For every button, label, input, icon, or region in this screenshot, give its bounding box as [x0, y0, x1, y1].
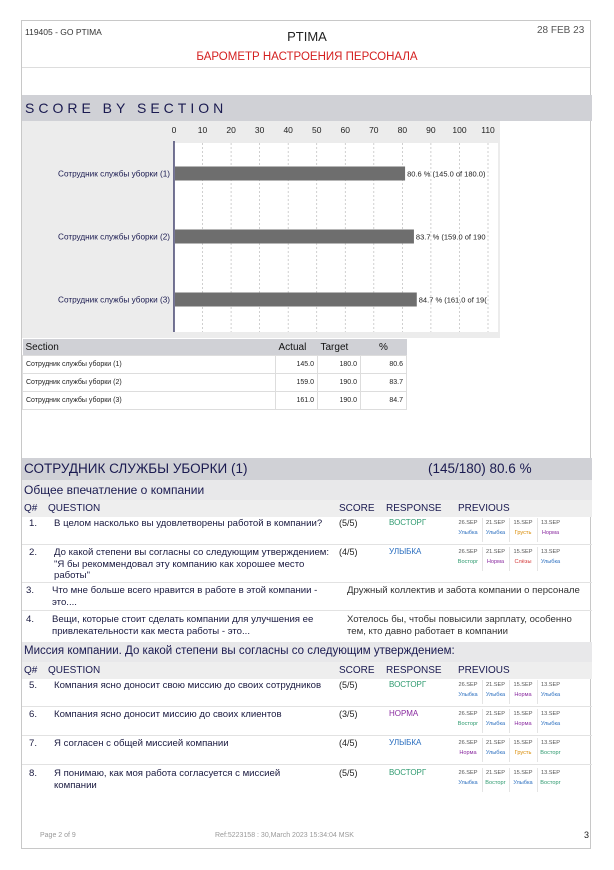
row-divider	[22, 764, 592, 765]
previous-response	[455, 770, 481, 787]
previous-mood: Грусть	[514, 530, 532, 536]
question-text: Компания ясно доносит свою миссию до своих сотрудников	[54, 680, 322, 691]
previous-mood: Восторг	[540, 750, 561, 756]
col-qnum: Q#	[24, 665, 38, 676]
previous-date: 26.SEP	[458, 682, 478, 688]
col-previous: PREVIOUS	[458, 665, 510, 676]
question-number: 4.	[26, 614, 35, 625]
row-divider	[22, 582, 592, 583]
question-answer: Дружный коллектив и забота компании о персонале	[347, 585, 580, 596]
previous-response	[510, 520, 536, 537]
cell-section: Сотрудник службы уборки (3)	[23, 392, 276, 410]
question-text: До какой степени вы согласны со следующим утверждением: "Я бы рекоммендовал эту компанию как хорошее место работы"	[54, 547, 330, 581]
col-response: RESPONSE	[386, 503, 442, 514]
cell-section: Сотрудник службы уборки (1)	[23, 356, 276, 374]
previous-mood: Восторг	[485, 780, 506, 786]
previous-separator	[537, 547, 538, 571]
question-score: (5/5)	[339, 680, 358, 690]
previous-response	[538, 520, 564, 537]
cell-actual: 145.0	[276, 356, 318, 374]
chart-tick-label: 50	[311, 125, 322, 135]
row-divider	[22, 706, 592, 707]
previous-separator	[509, 709, 510, 733]
section-table	[22, 339, 407, 410]
previous-separator	[509, 738, 510, 762]
question-number: 6.	[29, 709, 38, 720]
chart-tick-label: 0	[171, 125, 177, 135]
previous-mood: Улыбка	[458, 530, 478, 536]
question-response: НОРМА	[389, 709, 419, 718]
previous-response	[483, 682, 509, 699]
table-row	[23, 374, 407, 392]
group1-title: Общее впечатление о компании	[24, 483, 205, 497]
previous-response	[455, 549, 481, 566]
previous-response	[483, 520, 509, 537]
chart-tick-label: 10	[197, 125, 208, 135]
chart-tick-label: 20	[226, 125, 236, 135]
chart-tick-label: 70	[369, 125, 379, 135]
previous-separator	[482, 768, 483, 792]
chart-category-label: Сотрудник службы уборки (3)	[58, 295, 170, 305]
previous-mood: Улыбка	[485, 530, 506, 536]
question-text: Я понимаю, как моя работа согласуется с миссией компании	[54, 768, 281, 791]
previous-response	[538, 549, 564, 566]
previous-mood: Слёзы	[514, 559, 532, 565]
previous-date: 15.SEP	[513, 549, 533, 555]
chart-tick-label: 60	[340, 125, 351, 135]
cell-section: Сотрудник службы уборки (2)	[23, 374, 276, 392]
previous-date: 26.SEP	[458, 520, 478, 526]
chart-category-label: Сотрудник службы уборки (1)	[58, 169, 170, 179]
question-text: Компания ясно доносит миссию до своих клиентов	[54, 709, 282, 720]
col-score: SCORE	[339, 665, 375, 676]
cell-target: 180.0	[318, 356, 361, 374]
previous-date: 15.SEP	[513, 740, 533, 746]
previous-mood: Улыбка	[458, 780, 478, 786]
previous-mood: Восторг	[457, 559, 479, 565]
previous-date: 26.SEP	[458, 740, 478, 746]
cell-actual: 161.0	[276, 392, 318, 410]
question-number: 7.	[29, 738, 38, 749]
cell-actual: 159.0	[276, 374, 318, 392]
row-divider	[22, 735, 592, 736]
section1-score: (145/180) 80.6 %	[428, 461, 532, 476]
previous-separator	[482, 547, 483, 571]
previous-mood: Грусть	[514, 750, 532, 756]
col-previous: PREVIOUS	[458, 503, 510, 514]
question-response: ВОСТОРГ	[389, 518, 427, 527]
previous-date: 13.SEP	[541, 549, 560, 555]
previous-mood: Улыбка	[540, 692, 561, 698]
chart-data-label: 83.7 % (159.0 of 190	[415, 232, 486, 242]
chart-tick-label: 80	[397, 125, 408, 135]
previous-mood: Норма	[514, 692, 532, 698]
previous-mood: Норма	[514, 721, 532, 727]
cell-target: 190.0	[318, 392, 361, 410]
chart-bar	[175, 293, 417, 307]
previous-date: 21.SEP	[486, 682, 505, 688]
question-response: ВОСТОРГ	[389, 768, 427, 777]
row-divider	[22, 610, 592, 611]
col-question: QUESTION	[48, 665, 101, 676]
question-score: (4/5)	[339, 738, 358, 748]
question-score: (5/5)	[339, 518, 358, 528]
previous-response	[455, 520, 481, 537]
table-row	[23, 356, 407, 374]
section1-title: СОТРУДНИК СЛУЖБЫ УБОРКИ (1)	[24, 461, 248, 476]
previous-response	[455, 711, 481, 728]
question-number: 2.	[29, 547, 38, 558]
previous-separator	[482, 738, 483, 762]
chart-data-label: 84.7 % (161.0 of 19(	[418, 295, 487, 305]
question-text: Что мне больше всего нравится в работе в этой компании - это....	[52, 585, 318, 608]
question-answer: Хотелось бы, чтобы повысили зарплату, особенно тем, кто давно работает в компании	[347, 614, 572, 637]
row-divider	[22, 544, 592, 545]
previous-mood: Улыбка	[513, 780, 533, 786]
previous-date: 21.SEP	[486, 549, 505, 555]
footer-ref: Ref:5223158 : 30,March 2023 15:34:04 MSK	[215, 832, 354, 839]
previous-date: 26.SEP	[458, 711, 478, 717]
cell-percent: 83.7	[361, 374, 407, 392]
previous-mood: Улыбка	[458, 692, 478, 698]
previous-response	[510, 711, 536, 728]
chart-bar	[175, 167, 405, 181]
previous-mood: Улыбка	[485, 692, 506, 698]
score-chart	[22, 121, 500, 338]
previous-mood: Улыбка	[485, 721, 506, 727]
previous-mood: Восторг	[457, 721, 479, 727]
previous-separator	[482, 518, 483, 542]
previous-response	[455, 740, 481, 757]
previous-response	[483, 770, 509, 787]
report-title: PTIMA	[287, 29, 327, 44]
previous-mood: Улыбка	[540, 721, 561, 727]
question-number: 1.	[29, 518, 38, 529]
chart-tick-label: 90	[426, 125, 436, 135]
previous-date: 15.SEP	[513, 770, 533, 776]
question-response: УЛЫБКА	[389, 547, 422, 556]
previous-separator	[537, 518, 538, 542]
previous-response	[510, 549, 536, 566]
previous-date: 21.SEP	[486, 520, 505, 526]
col-percent: %	[361, 339, 407, 356]
table-row	[23, 392, 407, 410]
question-score: (3/5)	[339, 709, 358, 719]
report-subtitle: БАРОМЕТР НАСТРОЕНИЯ ПЕРСОНАЛА	[196, 51, 418, 63]
col-section: Section	[23, 339, 276, 356]
previous-date: 15.SEP	[513, 682, 533, 688]
question-text: Я согласен с общей миссией компании	[54, 738, 229, 749]
previous-response	[538, 682, 564, 699]
question-text: В целом насколько вы удовлетворены работой в компании?	[54, 518, 323, 529]
report-ref-code: 119405 - GO PTIMA	[25, 27, 102, 37]
previous-response	[510, 682, 536, 699]
previous-separator	[537, 768, 538, 792]
col-qnum: Q#	[24, 503, 38, 514]
previous-separator	[509, 680, 510, 704]
chart-bar	[175, 230, 414, 244]
cell-target: 190.0	[318, 374, 361, 392]
chart-data-label: 80.6 % (145.0 of 180.0)	[407, 169, 486, 179]
previous-response	[538, 740, 564, 757]
group2-title: Миссия компании. До какой степени вы согласны со следующим утверждением:	[24, 645, 455, 657]
col-question: QUESTION	[48, 503, 101, 514]
previous-separator	[482, 709, 483, 733]
footer-mark: 3	[584, 830, 590, 840]
previous-separator	[509, 547, 510, 571]
previous-response	[483, 740, 509, 757]
previous-date: 13.SEP	[541, 520, 560, 526]
question-number: 8.	[29, 768, 38, 779]
previous-response	[510, 740, 536, 757]
previous-response	[455, 682, 481, 699]
previous-mood: Норма	[541, 530, 560, 536]
cell-percent: 84.7	[361, 392, 407, 410]
chart-tick-label: 30	[254, 125, 265, 135]
previous-response	[483, 549, 509, 566]
previous-date: 13.SEP	[541, 740, 560, 746]
score-by-section-heading: SCORE BY SECTION	[25, 100, 228, 116]
previous-mood: Норма	[459, 750, 477, 756]
section-table-header	[23, 339, 407, 356]
previous-date: 13.SEP	[541, 682, 560, 688]
header-divider	[22, 67, 590, 68]
previous-date: 13.SEP	[541, 711, 560, 717]
previous-separator	[482, 680, 483, 704]
question-score: (5/5)	[339, 768, 358, 778]
previous-date: 13.SEP	[541, 770, 560, 776]
previous-separator	[537, 680, 538, 704]
previous-response	[538, 711, 564, 728]
chart-category-label: Сотрудник службы уборки (2)	[58, 232, 170, 242]
question-score: (4/5)	[339, 547, 358, 557]
col-response: RESPONSE	[386, 665, 442, 676]
chart-tick-label: 40	[283, 125, 293, 135]
previous-mood: Норма	[486, 559, 505, 565]
footer-page: Page 2 of 9	[40, 832, 76, 839]
previous-separator	[509, 768, 510, 792]
previous-response	[538, 770, 564, 787]
col-target: Target	[318, 339, 361, 356]
previous-date: 21.SEP	[486, 740, 505, 746]
previous-date: 26.SEP	[458, 549, 478, 555]
previous-response	[483, 711, 509, 728]
question-number: 3.	[26, 585, 35, 596]
cell-percent: 80.6	[361, 356, 407, 374]
question-response: ВОСТОРГ	[389, 680, 427, 689]
chart-tick-label: 100	[452, 125, 467, 135]
previous-separator	[537, 738, 538, 762]
previous-date: 21.SEP	[486, 770, 505, 776]
previous-mood: Улыбка	[485, 750, 506, 756]
previous-date: 15.SEP	[513, 520, 533, 526]
previous-mood: Восторг	[540, 780, 561, 786]
question-response: УЛЫБКА	[389, 738, 422, 747]
question-number: 5.	[29, 680, 38, 691]
previous-separator	[509, 518, 510, 542]
previous-date: 21.SEP	[486, 711, 505, 717]
col-actual: Actual	[276, 339, 318, 356]
previous-mood: Улыбка	[540, 559, 561, 565]
previous-separator	[537, 709, 538, 733]
previous-date: 15.SEP	[513, 711, 533, 717]
chart-tick-label: 110	[481, 125, 495, 135]
question-text: Вещи, которые стоит сделать компании для улучшения ее привлекательности как места работы - это...	[52, 614, 314, 637]
previous-date: 26.SEP	[458, 770, 478, 776]
previous-response	[510, 770, 536, 787]
report-date: 28 FEB 23	[537, 25, 585, 36]
col-score: SCORE	[339, 503, 375, 514]
